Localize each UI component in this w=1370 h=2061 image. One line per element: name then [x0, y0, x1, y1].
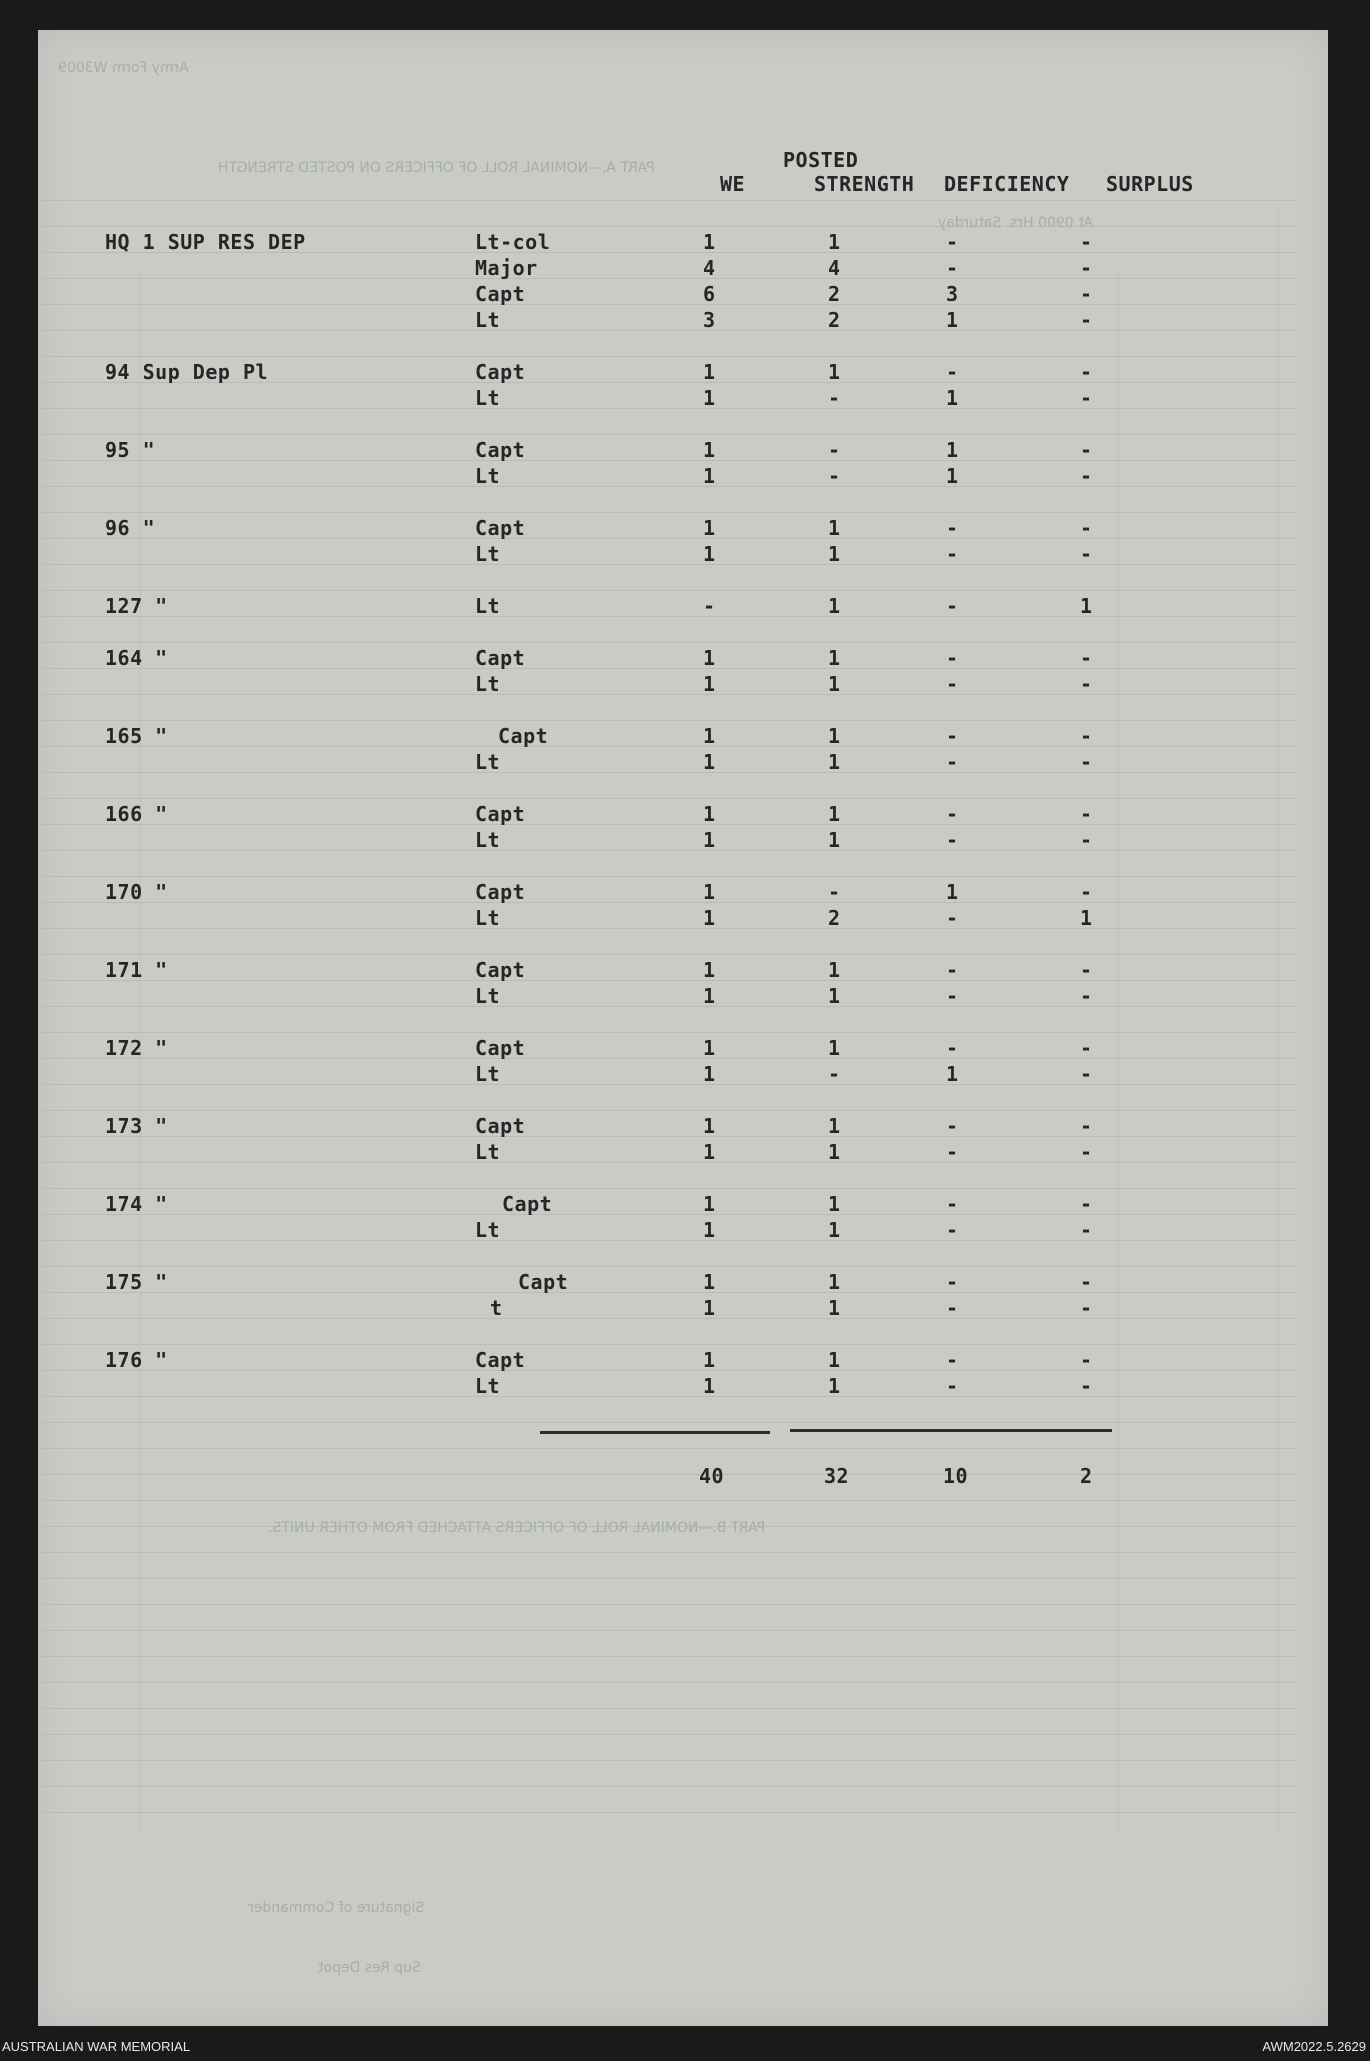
row-rank: Lt: [475, 672, 501, 696]
row-strength: 1: [828, 594, 841, 618]
ruled-line: [38, 538, 1298, 539]
row-deficiency: -: [946, 1374, 959, 1398]
row-surplus: -: [1080, 672, 1093, 696]
row-strength: 1: [828, 516, 841, 540]
row-surplus: -: [1080, 802, 1093, 826]
row-deficiency: -: [946, 1296, 959, 1320]
row-surplus: -: [1080, 1374, 1093, 1398]
ruled-line: [38, 408, 1298, 409]
row-unit: 176 ": [105, 1348, 168, 1372]
row-we: 1: [703, 1374, 716, 1398]
ruled-line: [38, 304, 1298, 305]
row-we: 1: [703, 1348, 716, 1372]
ruled-line: [38, 694, 1298, 695]
row-rank: Lt: [475, 464, 501, 488]
row-surplus: -: [1080, 880, 1093, 904]
row-rank: Capt: [518, 1270, 569, 1294]
ruled-line: [38, 1188, 1298, 1189]
row-we: 1: [703, 360, 716, 384]
caption-right: AWM2022.5.2629: [1262, 2039, 1366, 2054]
row-deficiency: 1: [946, 880, 959, 904]
row-rank: Capt: [475, 880, 526, 904]
row-strength: 1: [828, 724, 841, 748]
row-surplus: -: [1080, 230, 1093, 254]
row-rank: Capt: [475, 516, 526, 540]
row-rank: Lt: [475, 542, 501, 566]
row-unit: 165 ": [105, 724, 168, 748]
ruled-line: [38, 616, 1298, 617]
row-unit: 173 ": [105, 1114, 168, 1138]
ruled-line: [38, 1292, 1298, 1293]
ruled-line: [38, 928, 1298, 929]
row-deficiency: 3: [946, 282, 959, 306]
row-surplus: -: [1080, 1296, 1093, 1320]
header-surplus: SURPLUS: [1106, 172, 1194, 196]
row-rank: Lt: [475, 1062, 501, 1086]
row-surplus: -: [1080, 984, 1093, 1008]
row-unit: 127 ": [105, 594, 168, 618]
row-rank: Lt: [475, 594, 501, 618]
row-surplus: -: [1080, 386, 1093, 410]
totals-rule-left: [540, 1431, 770, 1434]
row-we: 1: [703, 1270, 716, 1294]
row-unit: 95 ": [105, 438, 156, 462]
row-we: 1: [703, 750, 716, 774]
row-deficiency: -: [946, 1192, 959, 1216]
header-we: WE: [720, 172, 746, 196]
row-rank: Capt: [475, 360, 526, 384]
bleed-title: PART A.—NOMINAL ROLL OF OFFICERS ON POSTED STRENGTH: [218, 160, 655, 176]
row-surplus: 1: [1080, 594, 1093, 618]
row-surplus: -: [1080, 1192, 1093, 1216]
ruled-line: [38, 876, 1298, 877]
row-strength: 1: [828, 1140, 841, 1164]
row-strength: 1: [828, 984, 841, 1008]
row-surplus: -: [1080, 958, 1093, 982]
ruled-line: [38, 1136, 1298, 1137]
row-strength: 1: [828, 958, 841, 982]
row-deficiency: -: [946, 724, 959, 748]
row-we: 1: [703, 880, 716, 904]
row-strength: 1: [828, 360, 841, 384]
total-strength: 32: [824, 1464, 850, 1488]
row-deficiency: -: [946, 516, 959, 540]
row-strength: -: [828, 1062, 841, 1086]
row-rank: Capt: [475, 1348, 526, 1372]
row-rank: Lt: [475, 1140, 501, 1164]
row-we: 1: [703, 724, 716, 748]
ruled-line: [38, 824, 1298, 825]
row-we: 3: [703, 308, 716, 332]
row-strength: 1: [828, 1296, 841, 1320]
ruled-line: [38, 1760, 1298, 1761]
row-rank: Capt: [475, 282, 526, 306]
row-surplus: -: [1080, 724, 1093, 748]
row-we: 6: [703, 282, 716, 306]
row-rank: Lt: [475, 1218, 501, 1242]
header-deficiency: DEFICIENCY: [944, 172, 1070, 196]
row-deficiency: -: [946, 1140, 959, 1164]
row-surplus: -: [1080, 282, 1093, 306]
row-strength: 2: [828, 282, 841, 306]
row-we: 1: [703, 1114, 716, 1138]
bleed-signature: Signature of Commander: [248, 1900, 425, 1916]
ruled-line: [38, 1630, 1298, 1631]
row-we: 1: [703, 542, 716, 566]
row-rank: Capt: [498, 724, 549, 748]
ruled-line: [38, 1448, 1298, 1449]
row-we: 1: [703, 1140, 716, 1164]
row-strength: 1: [828, 1036, 841, 1060]
total-deficiency: 10: [943, 1464, 969, 1488]
row-strength: 1: [828, 1114, 841, 1138]
row-strength: 1: [828, 230, 841, 254]
ruled-line: [38, 1162, 1298, 1163]
row-strength: -: [828, 880, 841, 904]
row-surplus: -: [1080, 1218, 1093, 1242]
row-unit: 96 ": [105, 516, 156, 540]
ruled-line: [38, 1110, 1298, 1111]
row-we: 1: [703, 1192, 716, 1216]
row-strength: 1: [828, 750, 841, 774]
ruled-line: [38, 1474, 1298, 1475]
row-we: 1: [703, 1218, 716, 1242]
ruled-line: [38, 1318, 1298, 1319]
ruled-line: [38, 1682, 1298, 1683]
row-surplus: -: [1080, 256, 1093, 280]
row-we: 1: [703, 958, 716, 982]
ruled-line: [38, 1734, 1298, 1735]
row-surplus: -: [1080, 1348, 1093, 1372]
row-we: 1: [703, 984, 716, 1008]
row-surplus: -: [1080, 1062, 1093, 1086]
row-rank: Lt: [475, 308, 501, 332]
ruled-line: [38, 668, 1298, 669]
header-posted: POSTED: [783, 148, 859, 172]
row-surplus: -: [1080, 1140, 1093, 1164]
row-we: 1: [703, 828, 716, 852]
row-deficiency: -: [946, 594, 959, 618]
row-surplus: -: [1080, 360, 1093, 384]
row-strength: 1: [828, 1348, 841, 1372]
row-strength: 1: [828, 802, 841, 826]
row-unit: 171 ": [105, 958, 168, 982]
row-surplus: -: [1080, 308, 1093, 332]
row-surplus: -: [1080, 750, 1093, 774]
row-we: 1: [703, 516, 716, 540]
row-surplus: -: [1080, 542, 1093, 566]
row-rank: Capt: [475, 438, 526, 462]
ruled-line: [38, 1578, 1298, 1579]
caption-left: AUSTRALIAN WAR MEMORIAL: [2, 2039, 191, 2054]
ruled-line: [38, 512, 1298, 513]
row-we: -: [703, 594, 716, 618]
document-page: [38, 30, 1328, 2026]
row-rank: t: [490, 1296, 503, 1320]
row-rank: Lt: [475, 984, 501, 1008]
row-deficiency: -: [946, 1218, 959, 1242]
ruled-line: [38, 1370, 1298, 1371]
row-surplus: -: [1080, 464, 1093, 488]
ruled-line: [38, 1812, 1298, 1813]
row-surplus: -: [1080, 516, 1093, 540]
ruled-line: [38, 1422, 1298, 1423]
ruled-line: [38, 642, 1298, 643]
row-strength: -: [828, 386, 841, 410]
row-unit: 94 Sup Dep Pl: [105, 360, 269, 384]
row-we: 1: [703, 1062, 716, 1086]
ruled-line: [38, 746, 1298, 747]
row-we: 1: [703, 464, 716, 488]
row-strength: 1: [828, 1192, 841, 1216]
ruled-line: [38, 564, 1298, 565]
ruled-line: [38, 1006, 1298, 1007]
row-deficiency: -: [946, 230, 959, 254]
row-rank: Lt-col: [475, 230, 551, 254]
row-strength: 1: [828, 542, 841, 566]
ruled-line: [38, 1344, 1298, 1345]
row-strength: 2: [828, 308, 841, 332]
ruled-line: [38, 850, 1298, 851]
row-rank: Major: [475, 256, 538, 280]
bleed-form: Army Form W3009: [58, 60, 189, 76]
bleed-note: At 0900 Hrs. Saturday: [938, 215, 1093, 231]
row-strength: 4: [828, 256, 841, 280]
ruled-line: [38, 1032, 1298, 1033]
row-deficiency: 1: [946, 386, 959, 410]
row-surplus: -: [1080, 1114, 1093, 1138]
row-strength: 1: [828, 828, 841, 852]
ruled-line: [38, 1656, 1298, 1657]
row-rank: Lt: [475, 750, 501, 774]
row-surplus: -: [1080, 1036, 1093, 1060]
row-strength: 1: [828, 1270, 841, 1294]
row-strength: 1: [828, 1218, 841, 1242]
row-deficiency: -: [946, 1036, 959, 1060]
ruled-line: [38, 1708, 1298, 1709]
row-deficiency: -: [946, 1348, 959, 1372]
row-deficiency: 1: [946, 308, 959, 332]
row-deficiency: -: [946, 1270, 959, 1294]
ruled-line: [38, 1058, 1298, 1059]
row-we: 1: [703, 230, 716, 254]
row-strength: -: [828, 438, 841, 462]
ruled-line: [38, 1786, 1298, 1787]
ruled-line: [38, 278, 1298, 279]
row-we: 1: [703, 802, 716, 826]
row-strength: 2: [828, 906, 841, 930]
ruled-line: [38, 1604, 1298, 1605]
row-deficiency: 1: [946, 464, 959, 488]
ruled-line: [38, 330, 1298, 331]
row-we: 1: [703, 646, 716, 670]
row-unit: 174 ": [105, 1192, 168, 1216]
row-deficiency: -: [946, 542, 959, 566]
row-we: 1: [703, 438, 716, 462]
ruled-line: [38, 434, 1298, 435]
bleed-unit: Sup Res Depot: [318, 1960, 421, 1976]
ruled-line: [38, 1084, 1298, 1085]
row-we: 4: [703, 256, 716, 280]
ruled-line: [38, 902, 1298, 903]
row-unit: HQ 1 SUP RES DEP: [105, 230, 306, 254]
row-surplus: -: [1080, 1270, 1093, 1294]
row-deficiency: -: [946, 802, 959, 826]
row-rank: Capt: [475, 802, 526, 826]
row-rank: Capt: [502, 1192, 553, 1216]
ruled-line: [38, 720, 1298, 721]
row-we: 1: [703, 1036, 716, 1060]
row-deficiency: -: [946, 360, 959, 384]
row-deficiency: -: [946, 906, 959, 930]
row-deficiency: 1: [946, 1062, 959, 1086]
row-unit: 166 ": [105, 802, 168, 826]
ruled-line: [38, 590, 1298, 591]
row-strength: 1: [828, 672, 841, 696]
row-rank: Capt: [475, 958, 526, 982]
row-surplus: -: [1080, 828, 1093, 852]
ruled-line: [38, 200, 1298, 201]
row-strength: -: [828, 464, 841, 488]
row-we: 1: [703, 906, 716, 930]
ruled-line: [38, 1214, 1298, 1215]
ruled-line: [38, 798, 1298, 799]
row-deficiency: -: [946, 646, 959, 670]
total-we: 40: [699, 1464, 725, 1488]
row-surplus: 1: [1080, 906, 1093, 930]
row-strength: 1: [828, 1374, 841, 1398]
ruled-line: [38, 1240, 1298, 1241]
row-surplus: -: [1080, 438, 1093, 462]
ruled-line: [38, 460, 1298, 461]
ruled-line: [38, 1500, 1298, 1501]
row-deficiency: -: [946, 958, 959, 982]
row-deficiency: -: [946, 256, 959, 280]
row-deficiency: -: [946, 984, 959, 1008]
row-unit: 175 ": [105, 1270, 168, 1294]
row-deficiency: -: [946, 750, 959, 774]
header-strength: STRENGTH: [814, 172, 915, 196]
row-deficiency: -: [946, 828, 959, 852]
row-rank: Lt: [475, 828, 501, 852]
row-rank: Capt: [475, 1036, 526, 1060]
row-unit: 164 ": [105, 646, 168, 670]
row-rank: Lt: [475, 1374, 501, 1398]
row-unit: 170 ": [105, 880, 168, 904]
row-rank: Capt: [475, 1114, 526, 1138]
total-surplus: 2: [1080, 1464, 1093, 1488]
row-unit: 172 ": [105, 1036, 168, 1060]
row-we: 1: [703, 386, 716, 410]
row-deficiency: -: [946, 1114, 959, 1138]
row-we: 1: [703, 672, 716, 696]
row-deficiency: -: [946, 672, 959, 696]
bleed-part-b: PART B.—NOMINAL ROLL OF OFFICERS ATTACHED FROM OTHER UNITS.: [268, 1520, 766, 1536]
ruled-line: [38, 486, 1298, 487]
row-rank: Capt: [475, 646, 526, 670]
totals-rule-right: [790, 1429, 1112, 1432]
row-rank: Lt: [475, 386, 501, 410]
row-deficiency: 1: [946, 438, 959, 462]
ruled-line: [38, 1552, 1298, 1553]
archive-caption: [0, 2027, 1370, 2061]
ruled-line: [38, 954, 1298, 955]
ruled-line: [38, 1396, 1298, 1397]
row-we: 1: [703, 1296, 716, 1320]
ruled-line: [38, 356, 1298, 357]
row-strength: 1: [828, 646, 841, 670]
row-surplus: -: [1080, 646, 1093, 670]
row-rank: Lt: [475, 906, 501, 930]
ruled-line: [38, 1266, 1298, 1267]
ruled-line: [38, 772, 1298, 773]
ruled-line: [38, 226, 1298, 227]
ruled-line: [38, 980, 1298, 981]
